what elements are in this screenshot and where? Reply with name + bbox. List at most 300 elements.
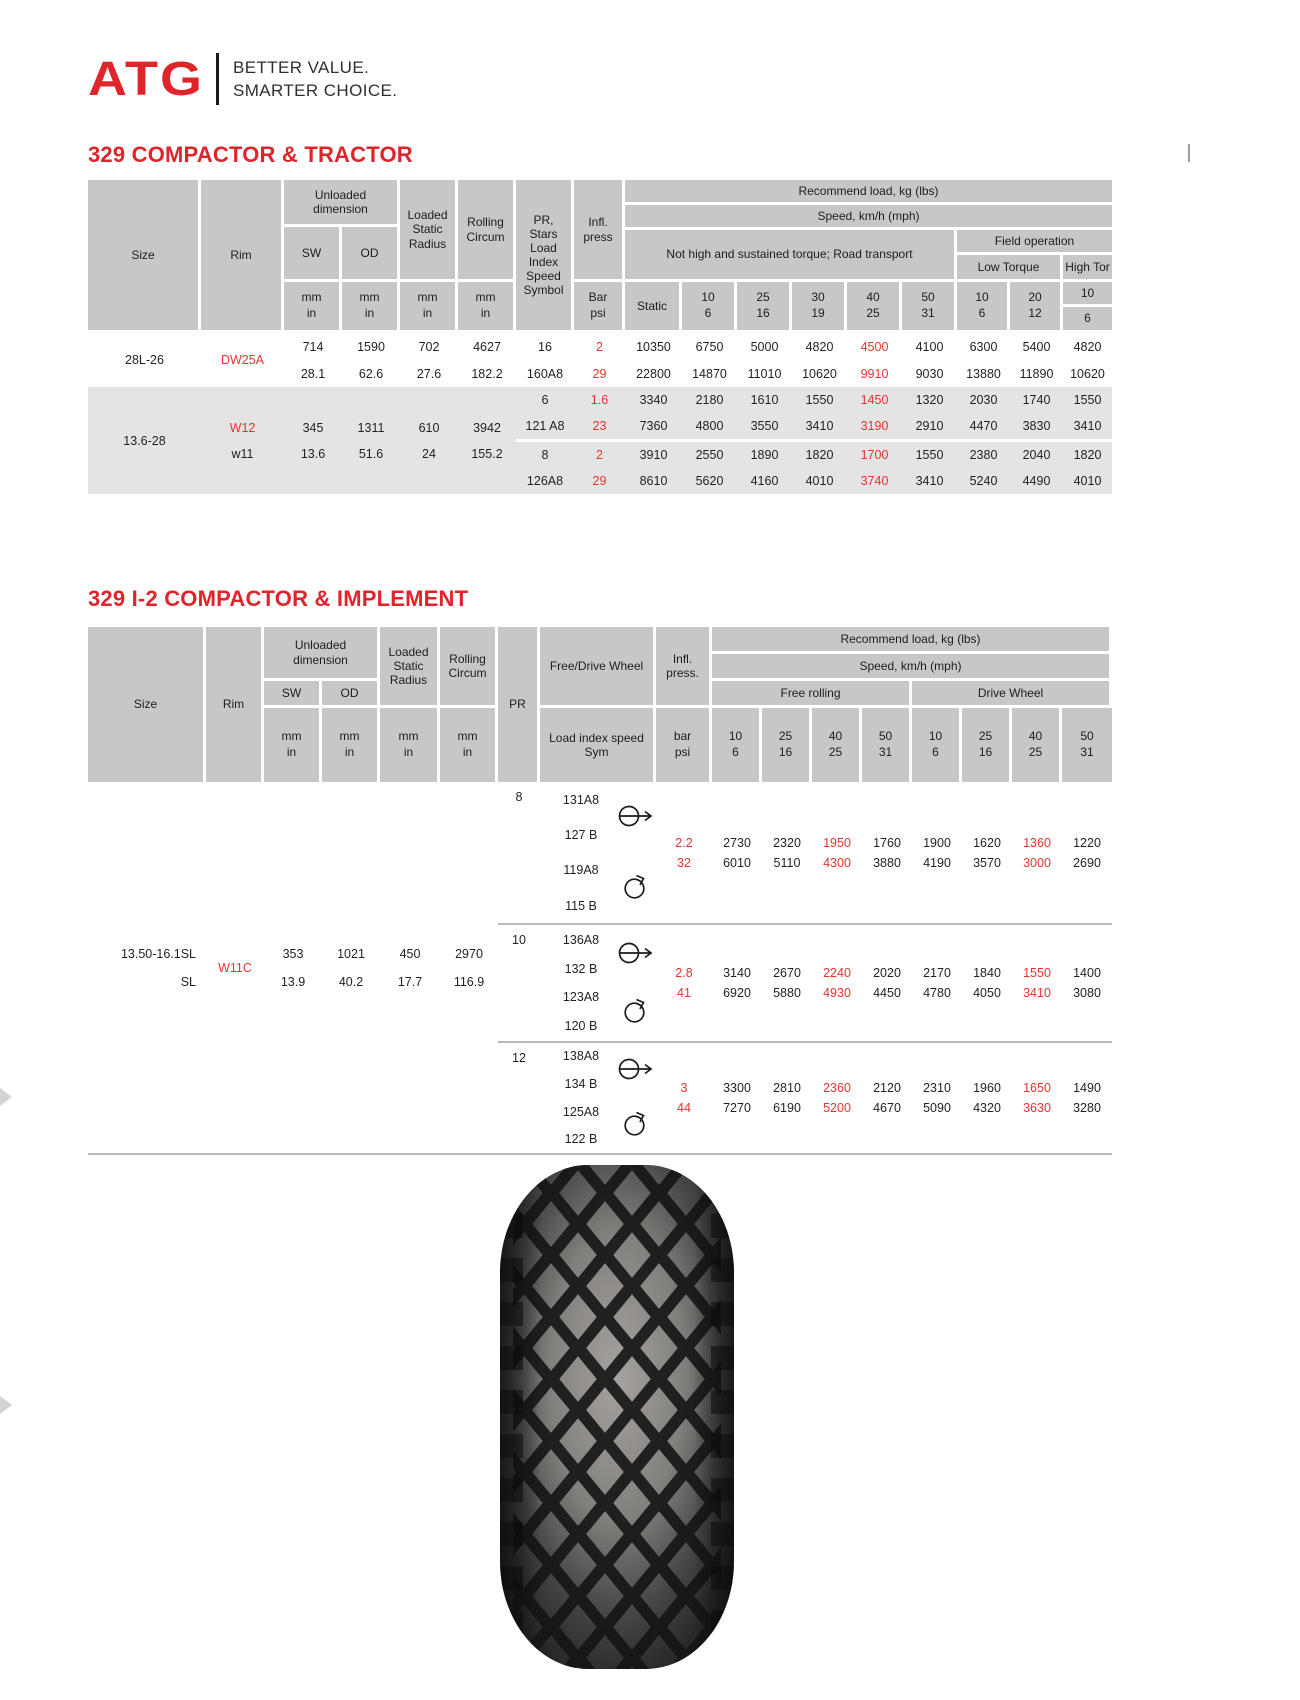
free-rolling-values [712, 1043, 912, 1153]
header-sw: SW [264, 681, 319, 705]
header-units [380, 708, 437, 782]
cell: 22800 [636, 366, 671, 381]
cell-line: 119A8 [563, 863, 599, 878]
cell-line: 31 [878, 745, 893, 759]
cell-line: 127 B [564, 827, 598, 842]
cell: 9030 [915, 366, 944, 381]
table1-row-group-2 [88, 387, 1112, 494]
cell-line: 3942 [473, 420, 501, 435]
header-speed-cell [862, 708, 909, 782]
cell [712, 925, 762, 1040]
cell-line: 3 [680, 1080, 688, 1095]
cell-line: in [364, 306, 375, 320]
cell: 2180 [695, 393, 724, 407]
cell-line: 123A8 [562, 990, 600, 1005]
cell: 2 [596, 448, 603, 462]
cell: 1740 [1022, 393, 1051, 407]
cell-line: 5110 [773, 855, 801, 870]
rim-cell: DW25A [220, 353, 265, 367]
cell: 2550 [695, 448, 724, 462]
header-speed-cell [962, 708, 1009, 782]
header-units [458, 282, 513, 330]
cell-line: psi [674, 745, 691, 759]
cell-line: mm [359, 290, 380, 305]
atg-logo [88, 52, 397, 106]
header-infl-press: Infl. press [574, 180, 622, 279]
cell-line: 2970 [455, 946, 483, 961]
cell [912, 1043, 962, 1153]
cell-line: 6 [978, 306, 986, 320]
cell-line: 13.9 [280, 974, 306, 989]
cell-line: 1760 [873, 835, 901, 850]
cell: 3830 [1022, 419, 1051, 433]
cell-line: 136A8 [562, 932, 600, 947]
cell: 1820 [1073, 448, 1102, 462]
cell-line: mm [339, 729, 360, 744]
pr-group-10 [498, 923, 1112, 1040]
cell: 2910 [915, 419, 944, 433]
header-speed-cell [1012, 708, 1059, 782]
cell [862, 782, 912, 923]
cell: 10620 [1070, 366, 1105, 381]
size-cell: 13.6-28 [123, 433, 166, 448]
cell-line: 450 [399, 946, 421, 961]
cell [812, 925, 862, 1040]
cell: 3550 [750, 419, 779, 433]
cell: 28.1 [300, 366, 326, 381]
cell-line: mm [398, 729, 419, 744]
header-load-index: Load index speed Sym [540, 708, 653, 782]
cell: 126A8 [526, 474, 564, 488]
cell: 1610 [750, 393, 779, 407]
cell-line: 115 B [565, 898, 597, 913]
cell: 4500 [860, 339, 889, 354]
cell: 3190 [860, 419, 889, 433]
cell-line: 3630 [1023, 1100, 1051, 1115]
cell-line: 1490 [1073, 1080, 1101, 1095]
table-row [516, 387, 1112, 413]
cell: 27.6 [416, 366, 442, 381]
header-units [440, 708, 495, 782]
table1-body [88, 333, 1112, 494]
cell-line: 25 [756, 290, 770, 305]
header-low-torque: Low Torque [957, 255, 1060, 279]
free-rolling-icon [616, 940, 654, 966]
page-mark [0, 1088, 12, 1106]
cell-line: 2120 [873, 1080, 901, 1095]
cell-line: 16 [756, 306, 770, 320]
cell-line: 125A8 [562, 1104, 600, 1119]
cell: 3410 [915, 474, 944, 488]
header-free-rolling: Free rolling [712, 681, 909, 705]
size-cell [88, 782, 206, 1153]
cell: 9910 [860, 366, 889, 381]
cell: 14870 [692, 366, 727, 381]
header-units [284, 282, 339, 330]
cell: 1890 [750, 448, 779, 462]
cell-line: 2020 [873, 965, 901, 980]
rim-cell [201, 387, 284, 494]
cell: 4010 [1073, 474, 1102, 488]
cell [1062, 1043, 1112, 1153]
cell [712, 782, 762, 923]
cell-line: 2310 [923, 1080, 951, 1095]
cell: 3340 [639, 393, 668, 407]
header-speed-cell [737, 282, 789, 330]
header-speed-cell [957, 282, 1007, 330]
infl-cell [656, 782, 712, 923]
cell-line: 2.2 [675, 835, 693, 850]
cell: 2380 [969, 448, 998, 462]
cell-line: in [286, 745, 297, 759]
cell: 4627 [473, 339, 501, 354]
header-free-drive-wheel: Free/Drive Wheel [540, 627, 653, 705]
table-row [516, 468, 1112, 494]
cell-line: 2690 [1073, 855, 1101, 870]
header-speed-cell [912, 708, 959, 782]
cell-line: 50 [921, 290, 935, 305]
cell: 7360 [639, 419, 668, 433]
cell: 121 A8 [525, 419, 565, 433]
drive-wheel-values [912, 782, 1112, 923]
rim-cell: W11C [218, 960, 252, 975]
cell: 4490 [1022, 474, 1051, 488]
cell [812, 1043, 862, 1153]
table2-header [88, 627, 1112, 782]
header-speed: Speed, km/h (mph) [625, 205, 1112, 227]
cell: 11010 [747, 366, 782, 381]
cell-line: 30 [811, 290, 825, 305]
header-rolling-circum: Rolling Circum [440, 627, 495, 705]
header-od: OD [342, 227, 397, 279]
header-size: Size [88, 180, 198, 330]
cell-line: in [344, 745, 355, 759]
tire-image [497, 1162, 737, 1672]
pr-cell: 12 [512, 1050, 526, 1065]
header-units [322, 708, 377, 782]
header-speed-cell [712, 708, 759, 782]
size-line: SL [180, 974, 196, 989]
header-units [400, 282, 455, 330]
cell-line: 2670 [773, 965, 801, 980]
lsr-cell [380, 782, 440, 1153]
header-recommend-load: Recommend load, kg (lbs) [625, 180, 1112, 202]
cell-line: 40 [1028, 729, 1043, 744]
header-loaded-static-radius: Loaded Static Radius [380, 627, 437, 705]
page-mark [0, 1396, 12, 1414]
cell [912, 925, 962, 1040]
table-row [516, 413, 1112, 439]
cell: 5240 [969, 474, 998, 488]
cell-line: 1900 [923, 835, 951, 850]
cell: 1550 [915, 448, 944, 462]
header-units [342, 282, 397, 330]
header-unloaded-dimension: Unloaded dimension [264, 627, 377, 678]
cell-line: 1620 [973, 835, 1001, 850]
cell: 1820 [805, 448, 834, 462]
cell-line: 5200 [823, 1100, 851, 1115]
header-bar-psi [656, 708, 709, 782]
table-row [284, 333, 1112, 360]
load-index-cell [540, 782, 656, 923]
logo-tagline-1: BETTER VALUE. [232, 58, 370, 77]
pr-group-12 [498, 1041, 1112, 1153]
size-line: 13.50-16.1SL [120, 946, 196, 961]
cell-line: 6190 [773, 1100, 801, 1115]
cell-line: 12 [1028, 306, 1042, 320]
header-speed-cell [1062, 708, 1112, 782]
cell-line: 25 [978, 729, 993, 744]
header-sw: SW [284, 227, 339, 279]
cell-line: 4780 [923, 985, 951, 1000]
cell-line: 1960 [973, 1080, 1001, 1095]
free-rolling-icon [616, 803, 654, 829]
cell-line: 2320 [773, 835, 801, 850]
cell: 2030 [969, 393, 998, 407]
drive-wheel-icon [622, 1111, 648, 1137]
header-rim: Rim [206, 627, 261, 782]
cell-line: 10 [728, 729, 743, 744]
header-speed-cell: 6 [1063, 307, 1112, 330]
infl-cell [656, 1043, 712, 1153]
cell-line: 19 [811, 306, 825, 320]
cell: 5400 [1022, 339, 1051, 354]
cell-line: in [306, 306, 317, 320]
cell-line: 4300 [823, 855, 851, 870]
cell-line: 4190 [923, 855, 951, 870]
cell: 13880 [966, 366, 1001, 381]
cell: 29 [592, 474, 607, 488]
cell-line: in [422, 306, 433, 320]
cell-line: 1650 [1023, 1080, 1051, 1095]
header-size: Size [88, 627, 203, 782]
cell-line: 24 [422, 446, 436, 461]
cell-line: 31 [921, 306, 935, 320]
header-unloaded-dimension: Unloaded dimension [284, 180, 397, 224]
od-cell [322, 782, 380, 1153]
header-infl-press: Infl. press. [656, 627, 709, 705]
cell-line: mm [281, 729, 302, 744]
lsr-cell [400, 387, 458, 494]
header-loaded-static-radius: Loaded Static Radius [400, 180, 455, 279]
cell: 3410 [805, 419, 834, 433]
cell-line: 25 [866, 306, 880, 320]
cell: 4470 [969, 419, 998, 433]
header-speed-cell [847, 282, 899, 330]
cell-line: 25 [778, 729, 793, 744]
cell: 4820 [1073, 339, 1102, 354]
cell: 4800 [695, 419, 724, 433]
page-mark [1188, 144, 1190, 162]
cell: 182.2 [471, 366, 503, 381]
cell-line: 6010 [723, 855, 751, 870]
header-speed-cell [1010, 282, 1060, 330]
cell: 2 [596, 339, 603, 354]
atg-logo-text: ATG [88, 52, 204, 106]
cell-line: 134 B [564, 1077, 598, 1091]
header-drive-wheel: Drive Wheel [912, 681, 1109, 705]
cell-line: 345 [302, 420, 324, 435]
cell [862, 1043, 912, 1153]
header-speed: Speed, km/h (mph) [712, 654, 1109, 678]
cell: 5620 [695, 474, 724, 488]
cell-line: 1311 [357, 420, 385, 435]
table1-row-group-1 [88, 333, 1112, 387]
cell-line: 1550 [1023, 965, 1051, 980]
cell-line: 132 B [564, 961, 598, 976]
cell: 3740 [860, 474, 889, 488]
cell-line: psi [590, 306, 606, 320]
cell-line: 44 [677, 1100, 691, 1115]
cell-line: 7270 [723, 1100, 751, 1115]
header-speed-cell [762, 708, 809, 782]
cell-line: 16 [778, 745, 793, 759]
cell-line: 16 [978, 745, 993, 759]
cell-line: 25 [1028, 745, 1043, 759]
header-speed-cell [682, 282, 734, 330]
cell-line: 3570 [973, 855, 1001, 870]
cell: 6300 [969, 339, 998, 354]
drive-wheel-values [912, 1043, 1112, 1153]
header-units [264, 708, 319, 782]
header-speed-cell: 10 [1063, 282, 1112, 304]
cell-line: 50 [1080, 729, 1094, 744]
cell-line: 20 [1028, 290, 1042, 305]
cell-line: in [403, 745, 414, 759]
cell-line: 2170 [923, 965, 951, 980]
sw-cell [264, 782, 322, 1153]
cell: 1450 [860, 393, 889, 407]
cell-line: 25 [828, 745, 843, 759]
cell [762, 1043, 812, 1153]
cell [962, 925, 1012, 1040]
cell: 1550 [805, 393, 834, 407]
cell-line: mm [417, 290, 438, 305]
cell-line: 13.6 [300, 446, 326, 461]
cell [762, 782, 812, 923]
cell-line: 155.2 [471, 446, 503, 461]
cell [862, 925, 912, 1040]
cell: 3410 [1073, 419, 1102, 433]
cell: 62.6 [358, 366, 384, 381]
cell-line: bar [673, 729, 692, 744]
table2-left-block [88, 782, 498, 1153]
cell-line: 120 B [564, 1019, 598, 1034]
drive-wheel-icon [622, 874, 648, 900]
cell-line: 10 [975, 290, 989, 305]
cell-line: 10 [701, 290, 715, 305]
cell: 10350 [636, 339, 671, 354]
cell: 4100 [915, 339, 944, 354]
table2-groups [498, 782, 1112, 1153]
header-speed-cell [902, 282, 954, 330]
cell: 1550 [1073, 393, 1102, 407]
cell-line: 4320 [973, 1100, 1001, 1115]
cell-line: 2.8 [675, 965, 693, 980]
rim-option: W12 [229, 420, 256, 435]
cell-line: 131A8 [562, 792, 600, 807]
cell: 4820 [805, 339, 834, 354]
cell-line: Bar [588, 290, 608, 305]
header-od: OD [322, 681, 377, 705]
cell-line: 41 [677, 985, 691, 1000]
cell: 6 [541, 393, 549, 407]
cell: 4160 [750, 474, 779, 488]
drive-wheel-values [912, 925, 1112, 1040]
cell-line: 3880 [873, 855, 901, 870]
cell-line: 51.6 [358, 446, 384, 461]
od-cell [342, 387, 400, 494]
cell-line: 3080 [1073, 985, 1101, 1000]
table-row [516, 439, 1112, 468]
cell: 1320 [915, 393, 944, 407]
cell-line: 3140 [723, 965, 751, 980]
cell-line: 1220 [1073, 835, 1101, 850]
header-bar-psi [574, 282, 622, 330]
pr-cell: 8 [515, 790, 523, 804]
cell: 1590 [357, 339, 385, 354]
load-index-cell [540, 1043, 656, 1153]
cell: 702 [418, 339, 440, 354]
cell: 16 [538, 339, 552, 354]
cell-line: in [462, 745, 473, 759]
cell-line: 4670 [873, 1100, 901, 1115]
cell-line: mm [457, 729, 478, 744]
cell-line: 1021 [337, 946, 365, 961]
logo-tagline-2: SMARTER CHOICE. [232, 81, 398, 100]
cell: 10620 [802, 366, 837, 381]
rim-option: w11 [231, 446, 254, 461]
pr-group-8 [498, 782, 1112, 923]
cell-line: 6 [932, 745, 939, 759]
cell-line: 138A8 [562, 1049, 600, 1064]
cell-line: 610 [418, 420, 440, 435]
header-rim: Rim [201, 180, 281, 330]
rc-cell [440, 782, 498, 1153]
cell [1012, 925, 1062, 1040]
drive-wheel-icon [622, 998, 648, 1024]
cell-line: 50 [878, 729, 893, 744]
cell-line: 4450 [873, 985, 901, 1000]
infl-cell [656, 925, 712, 1040]
header-rolling-circum: Rolling Circum [458, 180, 513, 279]
cell-line: mm [301, 290, 322, 305]
cell: 160A8 [526, 366, 564, 381]
cell [1012, 1043, 1062, 1153]
header-recommend-load: Recommend load, kg (lbs) [712, 627, 1109, 651]
cell: 6750 [695, 339, 724, 354]
header-pr-load-index: PR, Stars Load Index Speed Symbol [516, 180, 571, 330]
logo-divider [216, 53, 219, 105]
header-road-transport: Not high and sustained torque; Road transport [625, 230, 954, 279]
cell-line: 4930 [823, 985, 851, 1000]
header-pr: PR [498, 627, 537, 782]
cell-line: 31 [1080, 745, 1094, 759]
cell [1062, 782, 1112, 923]
cell: 2040 [1022, 448, 1051, 462]
free-rolling-values [712, 925, 912, 1040]
cell-line: 17.7 [397, 974, 423, 989]
cell-line: 6 [732, 745, 739, 759]
cell [1062, 925, 1112, 1040]
free-rolling-icon [616, 1056, 654, 1082]
table2-title: 329 I-2 COMPACTOR & IMPLEMENT [88, 586, 469, 611]
cell: 8610 [639, 474, 668, 488]
cell: 4010 [805, 474, 834, 488]
cell [912, 782, 962, 923]
cell-line: 40 [828, 729, 843, 744]
cell: 5000 [750, 339, 779, 354]
